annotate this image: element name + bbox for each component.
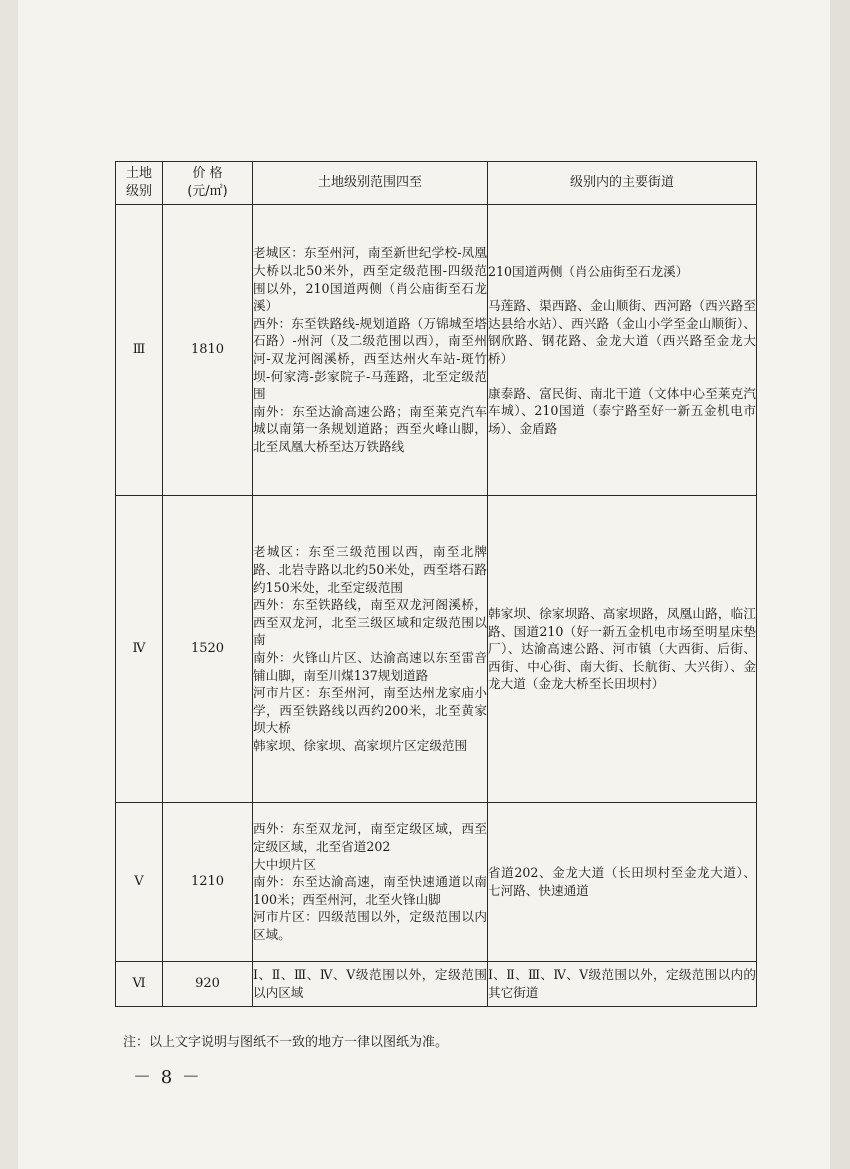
roads-cell [488, 803, 757, 962]
header-range: 土地级别范围四至 [253, 162, 488, 205]
range-paragraph: 南外：东至达渝高速，南至快速通道以南100米；西至州河，北至火锋山脚 [253, 874, 487, 907]
price-cell: 1210 [163, 803, 253, 962]
price-cell: 1810 [163, 205, 253, 496]
roads-cell [488, 205, 757, 496]
grade-cell: Ⅵ [116, 962, 163, 1007]
footnote: 注：以上文字说明与图纸不一致的地方一律以图纸为准。 [123, 1035, 449, 1050]
range-cell [253, 496, 488, 803]
roads-paragraph: 210国道两侧（肖公庙街至石龙溪） [488, 263, 689, 279]
range-paragraph: 韩家坝、徐家坝、高家坝片区定级范围 [253, 737, 468, 753]
land-grade-table [115, 161, 757, 1007]
range-cell [253, 962, 488, 1007]
roads-paragraph: Ⅰ、Ⅱ、Ⅲ、Ⅳ、Ⅴ级范围以外，定级范围以内的其它街道 [488, 967, 756, 1000]
roads-cell [488, 496, 757, 803]
page-number: － 8 － [133, 1067, 202, 1088]
table-row [116, 803, 757, 962]
price-cell: 920 [163, 962, 253, 1007]
grade-cell: Ⅲ [116, 205, 163, 496]
header-roads: 级别内的主要街道 [488, 162, 757, 205]
range-paragraph: 南外：东至达渝高速公路；南至莱克汽车城以南第一条规划道路；西至火峰山脚，北至凤凰大桥至达万铁路线 [253, 403, 487, 454]
grade-cell: Ⅴ [116, 803, 163, 962]
range-paragraph: 老城区：东至三级范围以西，南至北牌路、北岩寺路以北约50米处，西至塔石路约150米处，北至定级范围 [253, 544, 487, 595]
roads-paragraph: 康泰路、富民街、南北干道（文体中心至莱克汽车城）、210国道（泰宁路至好一新五金机电市场）、金盾路 [488, 385, 756, 436]
grade-cell: Ⅳ [116, 496, 163, 803]
header-grade: 土地 级别 [116, 162, 163, 205]
header-price: 价 格 (元/㎡) [163, 162, 253, 205]
range-paragraph: 河市片区：东至州河，南至达州龙家庙小学，西至铁路线以西约200米，北至黄家坝大桥 [253, 685, 487, 736]
price-cell: 1520 [163, 496, 253, 803]
roads-paragraph: 马莲路、渠西路、金山顺街、西河路（西兴路至达县给水站）、西兴路（金山小学至金山顺街）、钢欣路、钢花路、金龙大道（西兴路至金龙大桥） [488, 298, 756, 366]
table-row [116, 205, 757, 496]
range-cell [253, 803, 488, 962]
range-paragraph: 西外：东至双龙河，南至定级区域，西至定级区域，北至省道202 [253, 821, 487, 855]
range-paragraph: 西外：东至铁路线，南至双龙河阁溪桥，西至双龙河，北至三级区域和定级范围以南 [253, 597, 487, 648]
range-cell [253, 205, 488, 496]
range-paragraph: 河市片区：四级范围以外，定级范围以内区域。 [253, 909, 487, 942]
range-paragraph: 西外：东至铁路线-规划道路（万锦城至塔石路）-州河（及二级范围以西），南至州河-双龙河阁溪桥，西至达州火车站-斑竹坝-何家湾-彭家院子-马莲路，北至定级范围 [253, 315, 487, 402]
range-paragraph: 大中坝片区 [253, 856, 316, 872]
table-row [116, 496, 757, 803]
roads-cell [488, 962, 757, 1007]
range-paragraph: Ⅰ、Ⅱ、Ⅲ、Ⅳ、Ⅴ级范围以外，定级范围以内区域 [253, 967, 487, 1000]
table-row [116, 962, 757, 1007]
range-paragraph: 南外：火锋山片区、达渝高速以东至雷音铺山脚，南至川煤137规划道路 [253, 650, 487, 683]
table-header-row [116, 162, 757, 205]
roads-paragraph: 省道202、金龙大道（长田坝村至金龙大道）、七河路、快速通道 [488, 865, 756, 898]
roads-paragraph: 韩家坝、徐家坝路、高家坝路，凤凰山路，临江路、国道210（好一新五金机电市场至明星床垫厂）、达渝高速公路、河市镇（大西街、后街、西街、中心街、南大街、长航街、大兴街）、金龙大道（金龙大桥至长田坝村） [488, 606, 756, 692]
range-paragraph: 老城区：东至州河，南至新世纪学校-凤凰大桥以北50米外，西至定级范围-四级范围以外，210国道两侧（肖公庙街至石龙溪） [253, 245, 487, 314]
